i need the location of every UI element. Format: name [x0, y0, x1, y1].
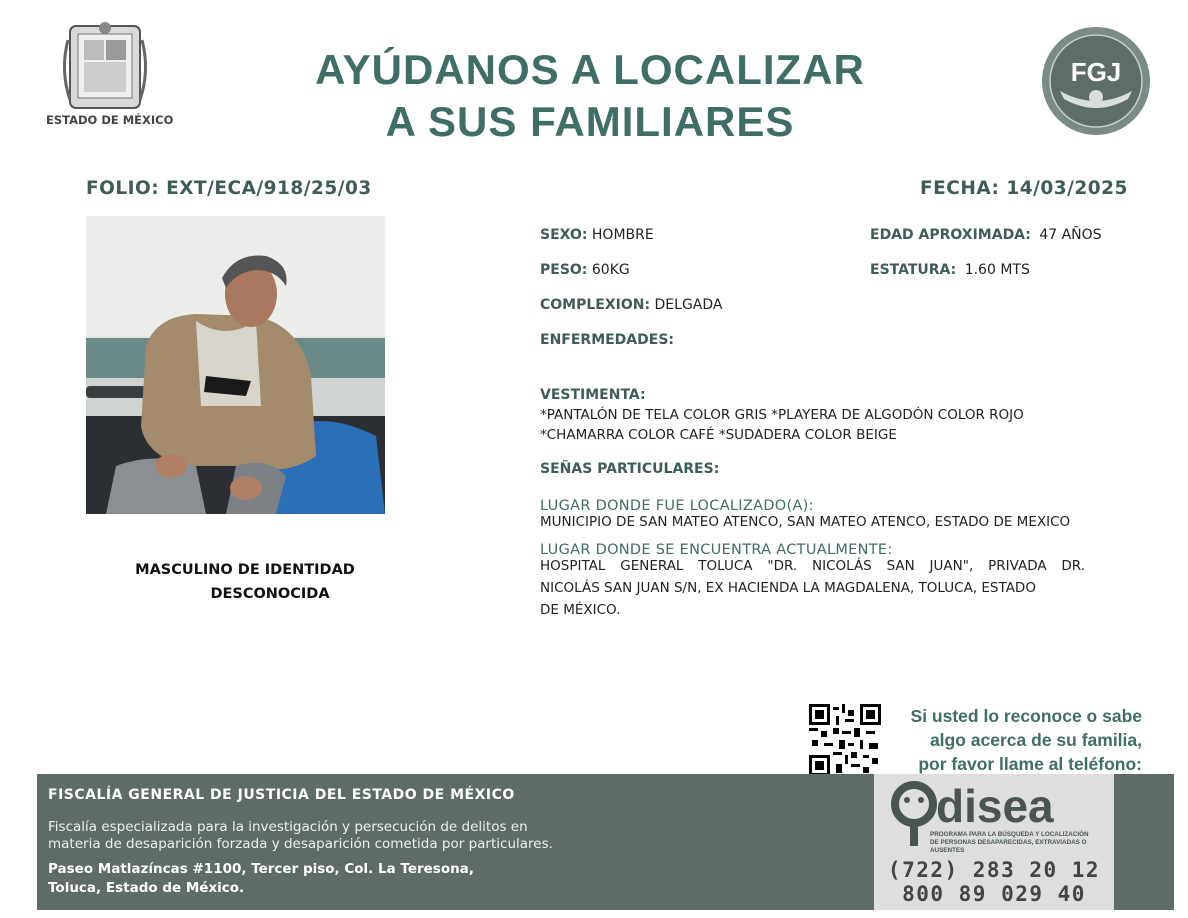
estatura-field — [870, 262, 1030, 278]
footer-address — [48, 860, 474, 898]
page-title-line1: AYÚDANOS A LOCALIZAR — [315, 46, 865, 93]
odisea-sub-line1: PROGRAMA PARA LA BÚSQUEDA Y LOCALIZACIÓN — [930, 831, 1089, 838]
footer-addr-line1: Paseo Matlazíncas #1100, Tercer piso, Col. La Teresona, — [48, 861, 474, 877]
localizado-value: MUNICIPIO DE SAN MATEO ATENCO, SAN MATEO ATENCO, ESTADO DE MEXICO — [540, 514, 1071, 530]
complexion-field — [540, 297, 723, 313]
footer-desc-line2: materia de desaparición forzada y desaparición cometida por particulares. — [48, 836, 553, 852]
fecha: FECHA: 14/03/2025 — [920, 178, 1128, 199]
vestimenta-line2: *CHAMARRA COLOR CAFÉ *SUDADERA COLOR BEIGE — [540, 427, 897, 443]
sexo-value: HOMBRE — [591, 227, 654, 243]
actual-label: LUGAR DONDE SE ENCUENTRA ACTUALMENTE: — [540, 542, 893, 558]
edad-label: EDAD APROXIMADA: — [870, 227, 1031, 243]
peso-label: PESO: — [540, 262, 588, 278]
complexion-label: COMPLEXION: — [540, 297, 651, 313]
peso-value: 60KG — [591, 262, 630, 278]
odisea-logo — [874, 774, 1114, 854]
contact-line1: Si usted lo reconoce o sabe — [910, 706, 1142, 726]
fgj-logo — [1040, 25, 1152, 137]
fgj-logo-text: FGJ — [1070, 57, 1122, 87]
odisea-sub-line3: AUSENTES — [930, 847, 965, 854]
peso-field — [540, 262, 630, 278]
qr-code[interactable] — [809, 704, 881, 776]
senas-label: SEÑAS PARTICULARES: — [540, 461, 720, 477]
localizado-label: LUGAR DONDE FUE LOCALIZADO(A): — [540, 498, 814, 514]
odisea-brand: disea — [936, 780, 1054, 832]
person-caption-line2: DESCONOCIDA — [210, 586, 330, 602]
actual-line2: NICOLÁS SAN JUAN S/N, EX HACIENDA LA MAGDALENA, TOLUCA, ESTADO — [540, 580, 1036, 596]
estatura-label: ESTATURA: — [870, 262, 957, 278]
folio: FOLIO: EXT/ECA/918/25/03 — [86, 178, 372, 199]
edad-value: 47 AÑOS — [1039, 227, 1102, 243]
contact-message — [880, 704, 1142, 776]
edad-field — [870, 227, 1102, 243]
person-photo — [86, 216, 385, 514]
footer-title: FISCALÍA GENERAL DE JUSTICIA DEL ESTADO DE MÉXICO — [48, 787, 515, 803]
person-caption-line1: MASCULINO DE IDENTIDAD — [135, 562, 355, 578]
phone-number-1[interactable]: (722) 283 20 12 — [887, 858, 1101, 882]
enfermedades-label: ENFERMEDADES: — [540, 332, 675, 348]
contact-line2: algo acerca de su familia, — [929, 730, 1142, 750]
footer-desc-line1: Fiscalía especializada para la investigación y persecución de delitos en — [48, 819, 528, 835]
vestimenta-line1: *PANTALÓN DE TELA COLOR GRIS *PLAYERA DE ALGODÓN COLOR ROJO — [540, 407, 1024, 423]
vestimenta-label: VESTIMENTA: — [540, 387, 646, 403]
footer-addr-line2: Toluca, Estado de México. — [48, 880, 245, 896]
complexion-value: DELGADA — [654, 297, 723, 313]
footer-description — [48, 819, 648, 853]
sexo-label: SEXO: — [540, 227, 588, 243]
page-title-line2: A SUS FAMILIARES — [385, 98, 795, 145]
actual-line3: DE MÉXICO. — [540, 602, 621, 618]
estado-de-mexico-label: ESTADO DE MÉXICO — [46, 113, 174, 127]
odisea-sub-line2: DE PERSONAS DESAPARECIDAS, EXTRAVIADAS O — [930, 839, 1087, 846]
contact-line3: por favor llame al teléfono: — [918, 754, 1142, 774]
person-caption — [110, 558, 380, 606]
sexo-field — [540, 227, 654, 243]
actual-line1: HOSPITAL GENERAL TOLUCA "DR. NICOLÁS SAN JUAN", PRIVADA DR. — [540, 558, 1085, 574]
phone-number-2[interactable]: 800 89 029 40 — [902, 882, 1086, 906]
estatura-value: 1.60 MTS — [964, 262, 1030, 278]
